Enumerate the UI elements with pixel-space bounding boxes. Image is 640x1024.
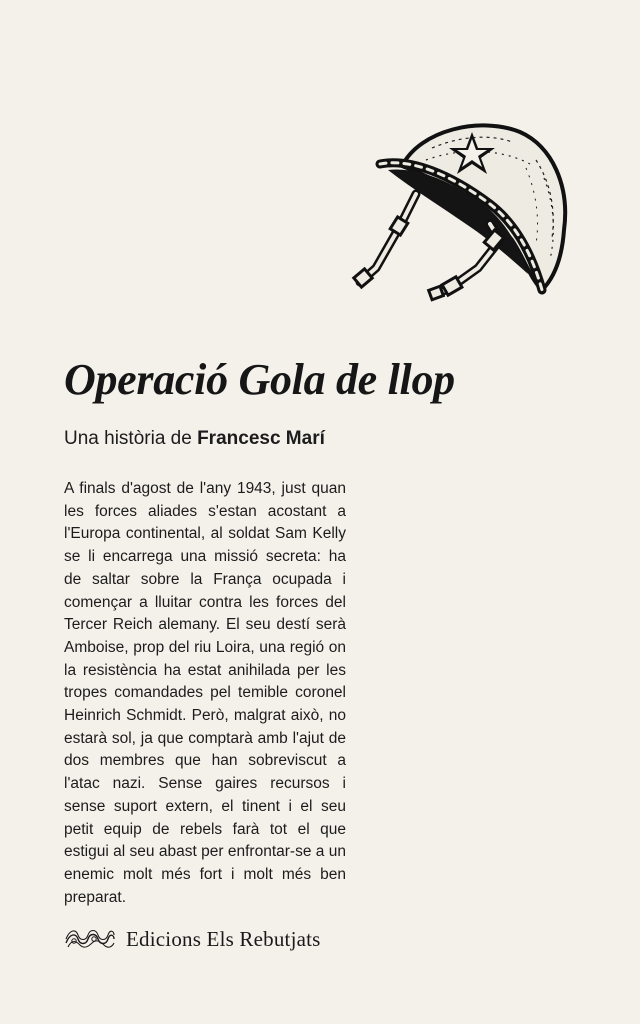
wave-ornament-icon [64,927,116,951]
book-title: Operació Gola de llop [64,355,455,404]
author-name: Francesc Marí [197,428,325,449]
publisher-mark [64,922,321,956]
helmet-icon [340,108,580,308]
byline [64,426,325,452]
byline-prefix: Una història de [64,428,192,449]
synopsis-text: A finals d'agost de l'any 1943, just quan les forces aliades s'estan acostant a l'Europa continental, al soldat Sam Kelly se li encarrega una missió secreta: ha de saltar sobre la França ocupada i començar a lluitar contra les forces del Tercer Reich alemany. El seu destí serà Amboise, prop del riu Loira, una regió on la resistència ha estat anihilada per les tropes comandades pel temible coronel Heinrich Schmidt. Però, malgrat això, no estarà sol, ja que comptarà amb l'ajut de dos membres que han sobreviscut a l'atac nazi. Sense gaires recursos i sense suport extern, el tinent i el seu petit equip de rebels farà tot el que estigui al seu abast per enfrontar-se a un enemic molt més fort i molt més ben preparat. [64,480,346,906]
publisher-name: Edicions Els Rebutjats [126,926,321,951]
